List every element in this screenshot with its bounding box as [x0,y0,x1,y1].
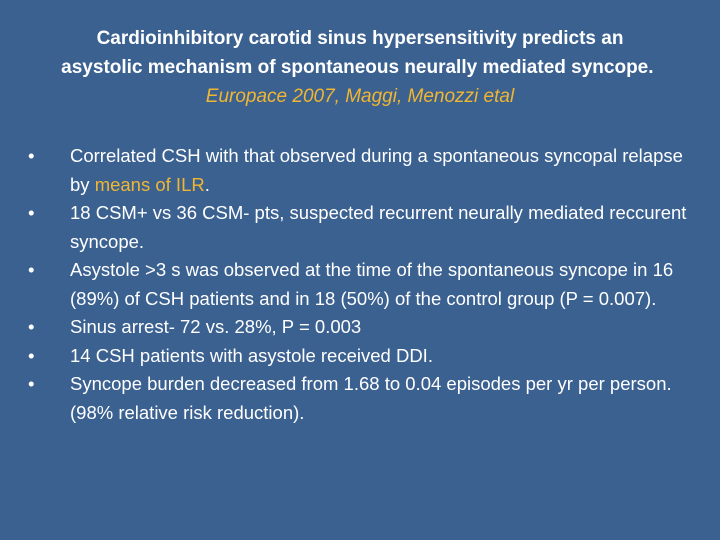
bullet-item [28,313,698,342]
slide-title-text: Cardioinhibitory carotid sinus hypersensitivity predicts an asystolic mechanism of spontaneous neurally mediated syncope. [61,28,654,78]
slide-title-citation: Europace 2007, Maggi, Menozzi etal [205,86,515,107]
bullet-text: Asystole >3 s was observed at the time of the spontaneous syncope in 16 (89%) of CSH patients and in 18 (50%) of the control group (P = 0.007). [70,259,674,309]
slide-title [60,24,660,111]
bullet-highlight: means of ILR [94,173,205,195]
bullet-text: 14 CSH patients with asystole received DDI. [70,344,433,366]
bullet-marker: • [28,316,35,337]
bullet-marker: • [28,259,35,280]
bullet-text: Sinus arrest- 72 vs. 28%, P = 0.003 [70,316,362,337]
bullet-text: Syncope burden decreased from 1.68 to 0.04 episodes per yr per person. (98% relative risk reduction). [70,373,672,423]
bullet-marker: • [28,373,35,394]
bullet-text: Correlated CSH with that observed during a spontaneous syncopal relapse by [70,145,683,195]
bullet-marker: • [28,202,35,223]
bullet-suffix: . [204,173,210,195]
bullet-item [28,256,698,313]
bullet-list [28,142,698,427]
bullet-marker: • [28,145,35,166]
bullet-marker: • [28,344,35,366]
bullet-item [28,142,698,199]
bullet-item [28,342,698,371]
bullet-item [28,370,698,427]
bullet-item [28,199,698,256]
bullet-text: 18 CSM+ vs 36 CSM- pts, suspected recurrent neurally mediated reccurent syncope. [70,202,687,252]
